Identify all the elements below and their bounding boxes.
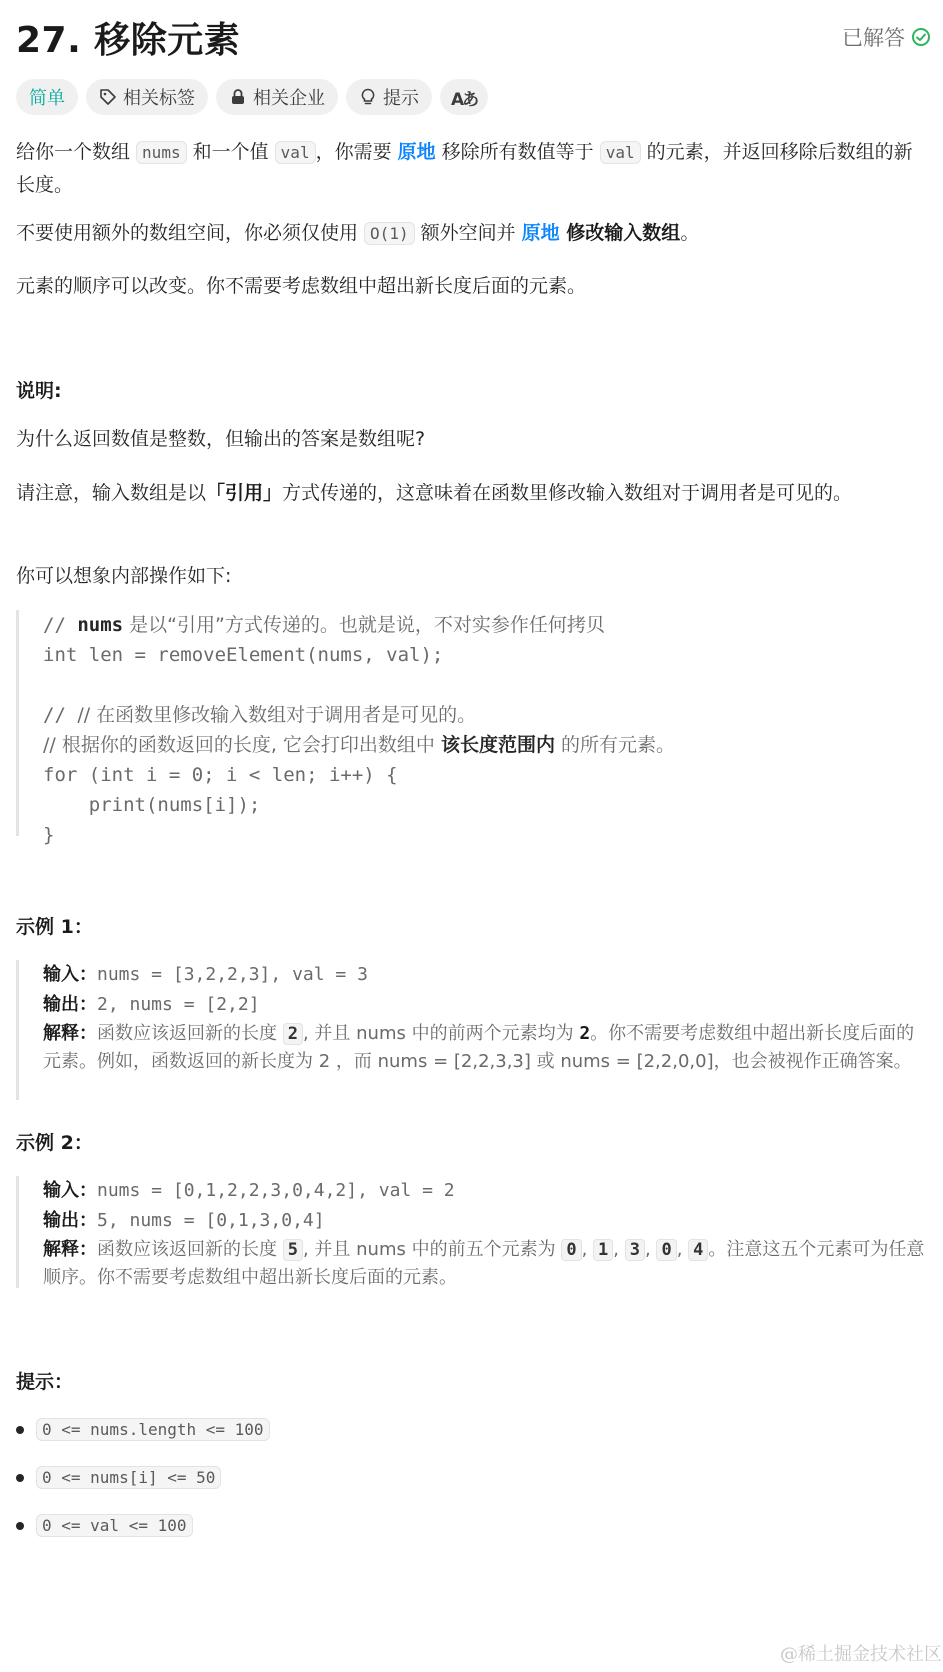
explanation-text: 。你不需要考虑数组中超出新长度后面的元素。例如，函数返回的新长度为 2 ，而 nums = [2,2,3,3] 或 nums = [2,2,0,0]，也会被视作正确答案。 <box>43 1023 915 1072</box>
code-line: } <box>43 824 55 846</box>
explanation-note <box>16 477 926 509</box>
text-span: 不要使用额外的数组空间，你必须仅使用 <box>16 222 365 244</box>
inline-code: O(1) <box>364 222 415 245</box>
hint-code: 0 <= val <= 100 <box>36 1514 193 1537</box>
example-input <box>43 1176 926 1206</box>
code-line <box>43 610 926 640</box>
number-chip: 1 <box>593 1239 613 1261</box>
lightbulb-icon <box>359 88 377 106</box>
example-explanation: 解释：函数应该返回新的长度 5 , 并且 nums 中的前五个元素为 0 , 1 , 3 , 0 , 4 。注意这五个元素可为任意顺序。你不需要考虑数组中超出新长度后面的元素。 <box>43 1239 925 1288</box>
explanation-text: 。注意这五个元素可为任意顺序。你不需要考虑数组中超出新长度后面的元素。 <box>43 1239 925 1288</box>
example-input <box>43 960 926 990</box>
code-line: for (int i = 0; i < len; i++) { <box>43 764 398 786</box>
number-chip: 4 <box>688 1239 708 1261</box>
number-chip: 0 <box>656 1239 676 1261</box>
related-tags-label: 相关标签 <box>123 88 195 109</box>
solved-label: 已解答 <box>842 26 905 50</box>
code-line: // // 在函数里修改输入数组对于调用者是可见的。 <box>43 704 477 726</box>
related-companies-button[interactable] <box>216 79 338 115</box>
input-value: nums = [3,2,2,3], val = 3 <box>97 964 368 985</box>
example-2-block <box>16 1176 926 1288</box>
code-bold: 该长度范围内 <box>440 734 555 756</box>
bold-text: 修改输入数组 <box>559 222 681 244</box>
explanation-question: 为什么返回数值是整数，但输出的答案是数组呢? <box>16 428 426 450</box>
hint-code: 0 <= nums[i] <= 50 <box>36 1466 221 1489</box>
code-text: 的所有元素。 <box>554 734 676 756</box>
example-2-heading: 示例 2： <box>16 1132 93 1154</box>
input-label: 输入： <box>43 964 97 985</box>
description-paragraph-3: 元素的顺序可以改变。你不需要考虑数组中超出新长度后面的元素。 <box>16 275 587 297</box>
bullet-icon <box>16 1426 24 1434</box>
hint-code: 0 <= nums.length <= 100 <box>36 1418 270 1441</box>
problem-title: 27. 移除元素 <box>16 20 241 61</box>
description-paragraph-2 <box>16 217 926 250</box>
text-span: 和一个值 <box>186 141 275 163</box>
explanation-label: 解释： <box>43 1023 97 1044</box>
inline-code: nums <box>136 141 187 164</box>
example-output <box>43 1206 926 1236</box>
code-text: // 在函数里修改输入数组对于调用者是可见的。 <box>77 704 477 726</box>
explanation-label: 解释： <box>43 1239 97 1260</box>
example-output <box>43 990 926 1020</box>
code-text: 是以“引用”方式传递的。也就是说，不对实参作任何拷贝 <box>123 614 605 636</box>
output-value: 2, nums = [2,2] <box>97 994 260 1015</box>
related-companies-label: 相关企业 <box>253 88 325 109</box>
input-value: nums = [0,1,2,2,3,0,4,2], val = 2 <box>97 1180 455 1201</box>
text-span: ，你需要 <box>315 141 398 163</box>
bullet-icon <box>16 1522 24 1530</box>
example-1-heading: 示例 1： <box>16 916 93 938</box>
explanation-text: , 并且 nums 中的前五个元素为 <box>302 1239 562 1260</box>
text-span: 请注意，输入数组是以 <box>16 482 207 504</box>
code-line-blank <box>43 670 926 700</box>
explanation-heading: 说明: <box>16 380 62 402</box>
number-chip: 3 <box>625 1239 645 1261</box>
tag-icon <box>99 88 117 106</box>
highlight-text[interactable]: 原地 <box>397 141 436 163</box>
translate-button[interactable] <box>440 79 488 115</box>
difficulty-badge[interactable] <box>16 79 78 115</box>
code-bold: nums <box>77 614 124 636</box>
text-span: 额外空间并 <box>414 222 522 244</box>
translate-icon: Aあ <box>451 89 478 110</box>
number-chip: 0 <box>561 1239 581 1261</box>
explanation-imagine: 你可以想象内部操作如下: <box>16 565 232 587</box>
difficulty-label: 简单 <box>29 88 65 109</box>
hint-item <box>16 1466 221 1489</box>
tag-bar <box>16 79 488 115</box>
explanation-text: 函数应该返回新的长度 <box>97 1023 283 1044</box>
code-block <box>16 610 926 846</box>
description-paragraph-1 <box>16 136 926 201</box>
highlight-text[interactable]: 原地 <box>521 222 560 244</box>
watermark: @稀土掘金技术社区 <box>780 1644 942 1665</box>
inline-code: val <box>275 141 316 164</box>
hints-heading: 提示： <box>16 1371 74 1393</box>
example-1-block <box>16 960 926 1100</box>
lock-icon <box>229 88 247 106</box>
text-span: 。 <box>680 222 700 244</box>
solved-status <box>842 22 931 52</box>
code-line <box>43 730 926 760</box>
text-span: 给你一个数组 <box>16 141 137 163</box>
hint-button[interactable] <box>346 79 432 115</box>
explanation-text: 函数应该返回新的长度 <box>97 1239 283 1260</box>
inline-code: val <box>600 141 641 164</box>
explanation-text: , 并且 nums 中的前两个元素均为 <box>302 1023 580 1044</box>
input-label: 输入： <box>43 1180 97 1201</box>
bold-text: 「引用」 <box>206 482 283 504</box>
output-label: 输出： <box>43 994 97 1015</box>
code-text: // <box>43 614 78 636</box>
bold-number: 2 <box>579 1023 591 1044</box>
bullet-icon <box>16 1474 24 1482</box>
code-line: print(nums[i]); <box>43 794 261 816</box>
related-tags-button[interactable] <box>86 79 208 115</box>
code-text: // 根据你的函数返回的长度, 它会打印出数组中 <box>43 734 441 756</box>
example-explanation <box>43 1020 926 1076</box>
hint-label: 提示 <box>383 88 419 109</box>
text-span: 移除所有数值等于 <box>435 141 600 163</box>
output-label: 输出： <box>43 1210 97 1231</box>
hint-item <box>16 1418 270 1441</box>
number-chip: 5 <box>283 1239 303 1261</box>
hint-item <box>16 1514 193 1537</box>
code-line: int len = removeElement(nums, val); <box>43 644 444 666</box>
number-chip: 2 <box>283 1023 303 1045</box>
text-span: 的元素，并返回移除后数组的新长度。 <box>16 141 913 196</box>
check-circle-icon <box>911 27 931 47</box>
text-span: 方式传递的，这意味着在函数里修改输入数组对于调用者是可见的。 <box>282 482 853 504</box>
output-value: 5, nums = [0,1,3,0,4] <box>97 1210 325 1231</box>
